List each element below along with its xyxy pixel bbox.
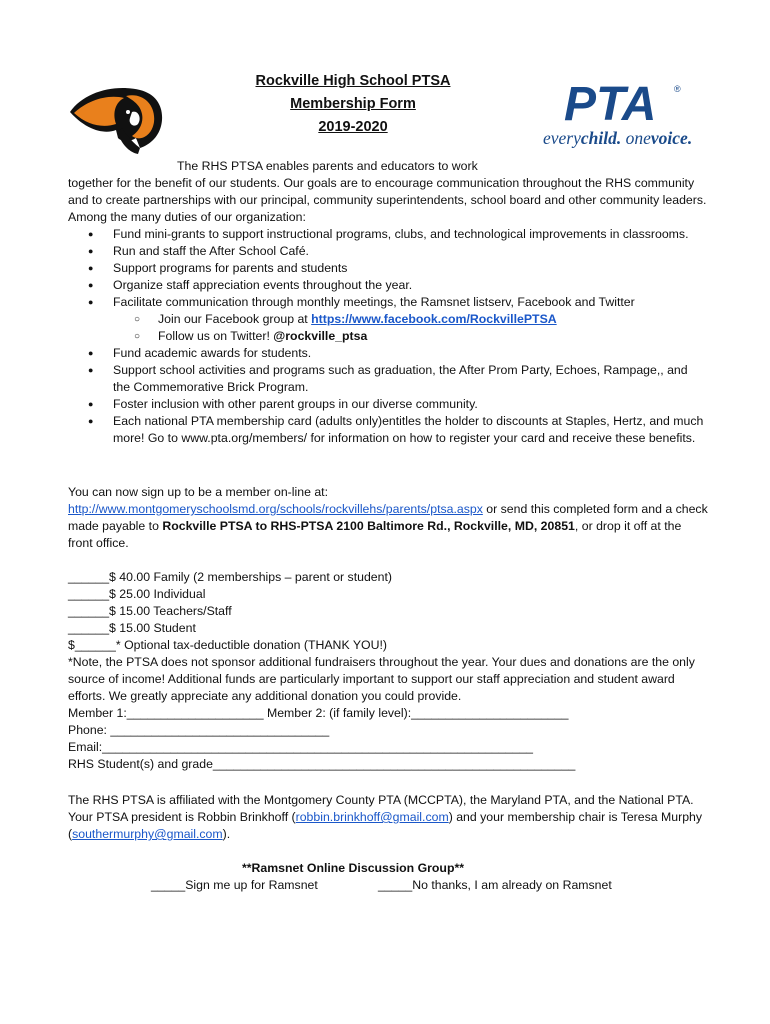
school-year: 2019-2020 xyxy=(318,119,388,135)
facebook-prefix: Join our Facebook group at xyxy=(158,312,312,326)
pta-logo-text: PTA xyxy=(564,80,657,131)
list-item: ● Foster inclusion with other parent groups in our diverse community. xyxy=(68,396,708,413)
signup-paragraph xyxy=(68,501,708,552)
school-name: Rockville High School PTSA xyxy=(255,73,451,89)
funding-note: *Note, the PTSA does not sponsor additional fundraisers throughout the year. Your dues and donations are the only source of income! Additional funds are particularly important to support our staff appreciation and student award efforts. We greatly appreciate any additional donation you could provide. xyxy=(68,655,695,703)
list-item: ● Facilitate communication through monthly meetings, the Ramsnet listserv, Facebook and Twitter xyxy=(68,294,708,311)
option-teachers-staff[interactable]: ______$ 15.00 Teachers/Staff xyxy=(68,604,232,618)
list-item: ● Fund academic awards for students. xyxy=(68,345,708,362)
tagline-child: child. xyxy=(580,128,622,148)
payee-address: Rockville PTSA to RHS-PTSA 2100 Baltimore Rd., Rockville, MD, 20851 xyxy=(162,519,575,533)
facebook-link[interactable]: https://www.facebook.com/RockvillePTSA xyxy=(311,312,557,326)
twitter-handle: @rockville_ptsa xyxy=(273,329,368,343)
signup-intro: You can now sign up to be a member on-line at: xyxy=(68,485,328,499)
list-item: ● Fund mini-grants to support instructional programs, clubs, and technological improvements in classrooms. xyxy=(68,226,708,243)
list-item: ● Support school activities and programs such as graduation, the After Prom Party, Echoes, Rampage,, and the Commemorative Brick Program. xyxy=(68,362,708,396)
membership-chair-email-link[interactable]: southermurphy@gmail.com xyxy=(72,827,223,841)
online-signup-link[interactable]: http://www.montgomeryschoolsmd.org/schools/rockvillehs/parents/ptsa.aspx xyxy=(68,502,483,516)
signup-mid: or send this completed form and a check made payable to xyxy=(68,502,708,533)
option-donation[interactable]: $______* Optional tax-deductible donation (THANK YOU!) xyxy=(68,638,387,652)
registered-mark: ® xyxy=(674,84,681,94)
signup-tail: , or drop it off at the front office. xyxy=(68,519,682,550)
affiliation-text-1: The RHS PTSA is affiliated with the Montgomery County PTA (MCCPTA), the Maryland PTA, and the National PTA. Your PTSA president is Robbin Brinkhoff ( xyxy=(68,793,694,824)
affiliation-text-2: ) and your membership chair is Teresa Murphy ( xyxy=(68,810,703,841)
student-grade-field[interactable]: RHS Student(s) and grade_____________________________________________________ xyxy=(68,757,576,771)
duties-list xyxy=(68,226,708,447)
member-names-field[interactable]: Member 1:____________________ Member 2: (if family level):_______________________ xyxy=(68,706,569,720)
facebook-item xyxy=(68,311,708,328)
list-item: ● Support programs for parents and students xyxy=(68,260,708,277)
tagline-every: every xyxy=(543,128,581,148)
twitter-item xyxy=(68,328,708,345)
form-title xyxy=(200,70,506,139)
social-sub-list xyxy=(68,311,708,345)
twitter-prefix: Follow us on Twitter! xyxy=(158,329,274,343)
list-item: ● Organize staff appreciation events throughout the year. xyxy=(68,277,708,294)
membership-options xyxy=(68,569,708,773)
form-name: Membership Form xyxy=(290,96,416,112)
president-email-link[interactable]: robbin.brinkhoff@gmail.com xyxy=(295,810,449,824)
intro-body: together for the benefit of our students. Our goals are to encourage communication throughout the RHS community and to create partnerships with our principal, community superintendents, school board and other community leaders. Among the many duties of our organization: xyxy=(68,176,707,224)
tagline-one: one xyxy=(625,128,651,148)
phone-field[interactable]: Phone: ________________________________ xyxy=(68,723,330,737)
tagline-voice: voice. xyxy=(650,128,693,148)
option-family[interactable]: ______$ 40.00 Family (2 memberships – parent or student) xyxy=(68,570,392,584)
ramsnet-heading: **Ramsnet Online Discussion Group** xyxy=(241,861,465,875)
option-individual[interactable]: ______$ 25.00 Individual xyxy=(68,587,206,601)
affiliation-paragraph xyxy=(68,792,708,843)
list-item: ● Run and staff the After School Café. xyxy=(68,243,708,260)
ram-mascot-logo xyxy=(66,82,166,158)
email-field[interactable]: Email:_______________________________________________________________ xyxy=(68,740,534,754)
option-student[interactable]: ______$ 15.00 Student xyxy=(68,621,196,635)
sub-list-container xyxy=(68,311,708,345)
list-item: ● Each national PTA membership card (adults only)entitles the holder to discounts at Staples, Hertz, and much more! Go to www.pta.org/members/ for information on how to register your card and receive these benefits. xyxy=(68,413,708,447)
affiliation-text-3: ). xyxy=(222,827,231,841)
intro-first-line: The RHS PTSA enables parents and educators to work xyxy=(177,159,478,173)
ramsnet-already-option[interactable]: _____No thanks, I am already on Ramsnet xyxy=(378,878,612,892)
pta-tagline xyxy=(543,130,692,147)
ramsnet-signup-option[interactable]: _____Sign me up for Ramsnet xyxy=(151,878,318,892)
